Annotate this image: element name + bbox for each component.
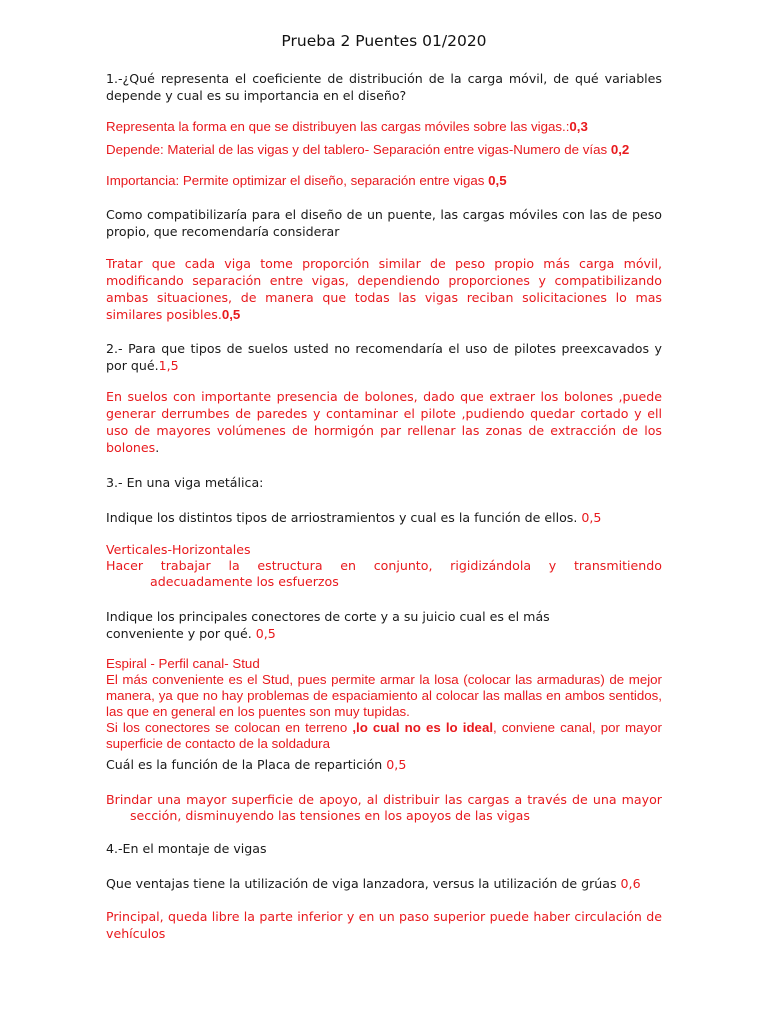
q3a-question (106, 509, 662, 526)
q3b-answer (106, 656, 662, 752)
q3a-question-text: Indique los distintos tipos de arriostramientos y cual es la función de ellos. (106, 510, 582, 525)
q1-sub-answer-score: 0,5 (221, 307, 241, 322)
q3b-answer-types: Espiral - Perfil canal- Stud (106, 656, 260, 671)
q3c-question-text: Cuál es la función de la Placa de repartición (106, 757, 387, 772)
q3a-score: 0,5 (581, 510, 602, 525)
q2-question (106, 340, 662, 374)
q1-answer-definition (106, 119, 662, 135)
q2-question-text: 2.- Para que tipos de suelos usted no recomendaría el uso de pilotes preexcavados y por qué. (106, 341, 662, 373)
q3a-answer-function: Hacer trabajar la estructura en conjunto, rigidizándola y transmitiendo (106, 558, 662, 573)
q3b-question-text: conveniente y por qué. (106, 626, 256, 641)
q1-answer-depends-text: Depende: Material de las vigas y del tablero- Separación entre vigas-Numero de vías (106, 142, 611, 157)
q1-answer-depends (106, 142, 662, 158)
q1-answer-depends-score: 0,2 (610, 142, 630, 157)
q3c-score: 0,5 (386, 757, 407, 772)
q1-sub-answer-text: Tratar que cada viga tome proporción similar de peso propio más carga móvil, modificando separación entre vigas, dependiendo proporciones y compatibilizando ambas situaciones, de manera que todas las vigas reciban solicitaciones lo mas similares posibles. (106, 256, 662, 322)
q2-answer (106, 388, 662, 456)
q3a-answer-function-cont: adecuadamente los esfuerzos (150, 574, 339, 589)
q3b-score: 0,5 (255, 626, 276, 641)
q3b-answer-stud: El más conveniente es el Stud, pues permite armar la losa (colocar las armaduras) de mejor manera, ya que no hay problemas de espaciamiento al colocar las mallas en ambos sentidos, las que en general en los puentes son muy tupidas. (106, 672, 662, 719)
q1-answer-importance (106, 173, 662, 189)
q1-answer-definition-score: 0,3 (569, 119, 588, 134)
q3b-question-line1: Indique los principales conectores de corte y a su juicio cual es el más (106, 609, 550, 624)
q4-heading: 4.-En el montaje de vigas (106, 841, 267, 856)
q3b-question-line2 (106, 625, 662, 642)
q3c-answer: Brindar una mayor superficie de apoyo, al distribuir las cargas a través de una mayor (106, 792, 662, 807)
q1-answer-importance-text: Importancia: Permite optimizar el diseño, separación entre vigas (106, 173, 489, 188)
q1-question: 1.-¿Qué representa el coeficiente de distribución de la carga móvil, de qué variables depende y cual es su importancia en el diseño? (106, 71, 662, 103)
q1-answer-definition-text: Representa la forma en que se distribuyen las cargas móviles sobre las vigas.: (106, 119, 570, 134)
q4-answer: Principal, queda libre la parte inferior y en un paso superior puede haber circulación de vehículos (106, 909, 662, 941)
q3c-question (106, 756, 662, 773)
page-title: Prueba 2 Puentes 01/2020 (281, 32, 487, 50)
q3b-answer-canal-pre: Si los conectores se colocan en terreno (106, 720, 353, 735)
q2-score: 1,5 (158, 358, 179, 373)
q2-answer-period: . (155, 440, 160, 455)
q3b-answer-canal (106, 720, 662, 752)
q4-score: 0,6 (620, 876, 641, 891)
q3b-answer-canal-post: , conviene canal, por mayor superficie de contacto de la soldadura (106, 720, 662, 751)
q1-sub-question: Como compatibilizaría para el diseño de un puente, las cargas móviles con las de peso propio, que recomendaría considerar (106, 207, 662, 239)
q3c-answer-cont: sección, disminuyendo las tensiones en los apoyos de las vigas (130, 808, 530, 823)
q3b-answer-canal-bold: ,lo cual no es lo ideal (352, 720, 494, 735)
q3-heading: 3.- En una viga metálica: (106, 475, 264, 490)
q1-answer-importance-score: 0,5 (488, 173, 507, 188)
q4-question (106, 875, 662, 892)
q2-answer-text: En suelos con importante presencia de bolones, dado que extraer los bolones ,puede generar derrumbes de paredes y contaminar el pilote ,pudiendo quedar cortado y ell uso de mayores volúmenes de hormigón par rellenar las zonas de extracción de los bolones (106, 389, 662, 455)
q4-question-text: Que ventajas tiene la utilización de viga lanzadora, versus la utilización de grúas (106, 876, 621, 891)
q1-sub-answer (106, 255, 662, 323)
q3a-answer-types: Verticales-Horizontales (106, 542, 251, 557)
